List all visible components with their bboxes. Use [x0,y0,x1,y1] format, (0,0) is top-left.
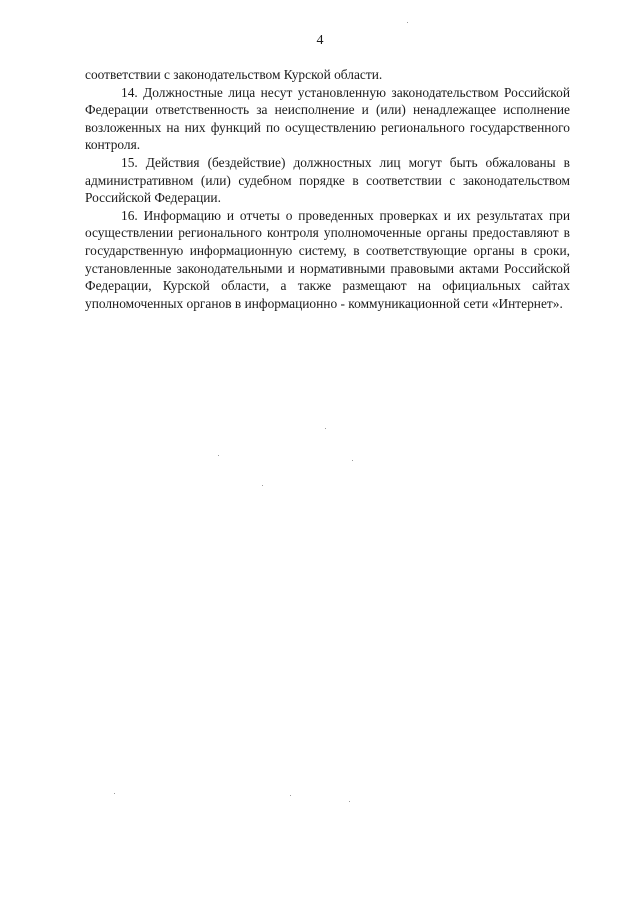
scan-speck [407,22,408,23]
page-number: 4 [316,33,324,48]
document-body [85,66,570,312]
scan-speck [352,460,353,461]
paragraph-14: 14. Должностные лица несут установленную законодательством Российской Федерации ответственность за неисполнение и (или) ненадлежащее исполнение возложенных на них функций по осуществлению регионального государственного контроля. [85,84,570,153]
scan-speck [290,795,291,796]
scan-speck [349,801,350,802]
paragraph-continued: соответствии с законодательством Курской области. [85,67,383,82]
scan-speck [325,428,326,429]
scan-speck [114,793,115,794]
scan-speck [262,485,263,486]
paragraph-16: 16. Информацию и отчеты о проведенных проверках и их результатах при осуществлении регионального контроля уполномоченные органы предоставляют в государственную информационную систему, в соответствующие органы в сроки, установленные законодательными и нормативными правовыми актами Российской Федерации, Курской области, а также размещают на официальных сайтах уполномоченных органов в информационно - коммуникационной сети «Интернет». [85,207,570,311]
paragraph-15: 15. Действия (бездействие) должностных лиц могут быть обжалованы в административном (или) судебном порядке в соответствии с законодательством Российской Федерации. [85,154,570,206]
scan-speck [218,455,219,456]
